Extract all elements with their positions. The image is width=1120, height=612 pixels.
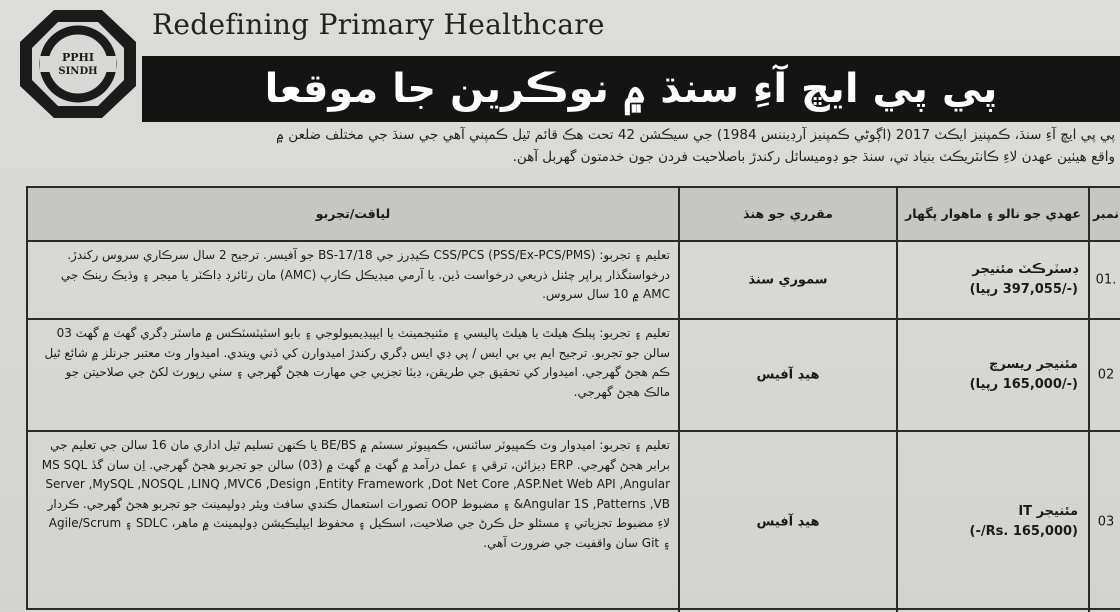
logo-text-pphi: PPHI — [61, 51, 95, 64]
location-cell — [678, 320, 896, 430]
location-text: هيڊ آفيس — [756, 367, 820, 383]
intro-line-2: واقع هيٺين عهدن لاءِ ڪانٽريڪٽ بنياد تي، سنڌ جو ڊوميسائل رکندڙ باصلاحيت فردن جون خدمتون گهربل آهن. — [512, 149, 1115, 165]
table-header-row — [28, 188, 1120, 242]
table-row — [28, 242, 1120, 320]
location-cell — [678, 242, 896, 318]
qualification-cell — [28, 242, 678, 318]
qualification-cell — [28, 320, 678, 430]
post-cell — [896, 320, 1088, 430]
post-cell — [896, 242, 1088, 318]
intro-line-1: پي پي ايڇ آءِ سنڌ، ڪمپنيز ايڪٽ 2017 (اڳوڻي ڪمپنيز آرڊيننس 1984) جي سيڪشن 42 تحت هڪ قائم ٿيل ڪمپني آهي جي سنڌ جي مختلف ضلعن ۾ — [276, 127, 1115, 143]
header-location-cell — [678, 188, 896, 240]
post-title: مئنيجر ريسرچ — [988, 357, 1078, 372]
serial-number: 01. — [1095, 272, 1117, 288]
header-post-cell — [896, 188, 1088, 240]
logo-text-sindh: SINDH — [58, 66, 98, 77]
tagline: Redefining Primary Healthcare — [152, 8, 605, 41]
location-text: هيڊ آفيس — [756, 514, 820, 530]
sno-cell — [1088, 320, 1120, 430]
post-cell — [896, 432, 1088, 612]
title-banner — [142, 56, 1120, 122]
post-salary: (-/165,000 رپيا) — [969, 377, 1078, 392]
serial-number: 02 — [1097, 367, 1115, 383]
sno-cell — [1088, 432, 1120, 612]
location-text: سموري سنڌ — [748, 272, 828, 288]
header-qualification: لياقت/تجربو — [315, 206, 391, 221]
post-salary: (Rs. 165,000/-) — [969, 524, 1078, 539]
intro-paragraph — [140, 124, 1115, 168]
post-salary: (-/397,055 رپيا) — [969, 282, 1078, 297]
header-sno: نمبر — [1093, 206, 1119, 221]
header-location: مقرري جو هنڌ — [743, 206, 833, 221]
sno-cell — [1088, 242, 1120, 318]
jobs-table — [26, 186, 1120, 610]
qualification-text: تعليم ۽ تجربو: پبلڪ هيلٿ يا هيلٿ پاليسي ۽ مئنيجمينٽ يا ايپيڊيميولوجي ۽ بايو اسٽيٽسٽڪس ۾ ماسٽر ڊگري گهٽ ۾ گهٽ 03 سالن جو تجربو. ترجيح ايم بي بي ايس / پي ڊي ايس ڊگري رکندڙ اميدوارن کي ڏني ويندي. اميدوار وٽ معتبر جرنلز ۾ شائع ٿيل ڪم هجڻ گهرجي. اميدوار کي تحقيق جي طريقن، ڊيٽا تجزيي جي مهارت هجڻ گهرجي ۽ سٺي رپورٽ لکڻ جي صلاحيتن جو مالڪ هجڻ گهرجي. — [44, 326, 670, 399]
header-sno-cell — [1088, 188, 1120, 240]
qualification-text: تعليم ۽ تجربو: اميدوار وٽ ڪمپيوٽر سائنس، ڪمپيوٽر سسٽم ۾ BE/BS يا ڪنهن تسليم ٿيل اداري مان 16 سالن جي تعليم جي برابر هجڻ گهرجي. ERP ڊيزائن، ترقي ۽ عمل درآمد ۾ گهٽ ۾ گهٽ ۾ (03) سالن جو تجربو هجڻ گهرجي. اِن سان گڏ MS SQL Server ,MySQL ,NOSQL ,LINQ ,MVC6 ,Design ,Entity Framework ,Dot Net Core ,ASP.Net Web API ,Angular &Angular 1S ,Patterns ,VB ۽ مضبوط OOP تصورات استعمال ڪندي سافٽ ويئر ڊولپمينٽ جو تجربو هجڻ گهرجي. ڪردار لاءِ مضبوط تجزياتي ۽ مسئلو حل ڪرڻ جي صلاحيت، اسڪيل ۽ محفوظ ايپليڪيشن ڊولپمينٽ ۾ ماهر، SDLC ۽ Agile/Scrum ۽ Git سان واقفيت جي ضرورت آهي. — [41, 438, 670, 550]
post-title: ڊسٽرڪٽ مئنيجر — [972, 262, 1078, 277]
table-row — [28, 320, 1120, 432]
banner-title: پي پي ايڇ آءِ سنڌ ۾ نوڪرين جا موقعا — [264, 66, 998, 112]
header-qualification-cell — [28, 188, 678, 240]
post-title: مئنيجر IT — [1018, 504, 1078, 519]
header-post: عهدي جو نالو ۽ ماهوار پگهار — [905, 206, 1081, 221]
serial-number: 03 — [1097, 514, 1115, 530]
pphi-sindh-logo — [18, 8, 138, 120]
qualification-cell — [28, 432, 678, 612]
qualification-text: تعليم ۽ تجربو: CSS/PCS (PSS/Ex-PCS/PMS) ڪيڊرز جي BS-17/18 جو آفيسر. ترجيح 2 سال سرڪاري سروس رکندڙ. درخواستگذار پراپر چئنل ذريعي درخواست ڏين. يا آرمي ميڊيڪل ڪارپ (AMC) مان رٽائرڊ ڊاڪٽر يا ميجر ۽ وڌيڪ رينڪ جي AMC ۾ 10 سال سروس. — [60, 248, 670, 301]
location-cell — [678, 432, 896, 612]
table-row — [28, 432, 1120, 612]
